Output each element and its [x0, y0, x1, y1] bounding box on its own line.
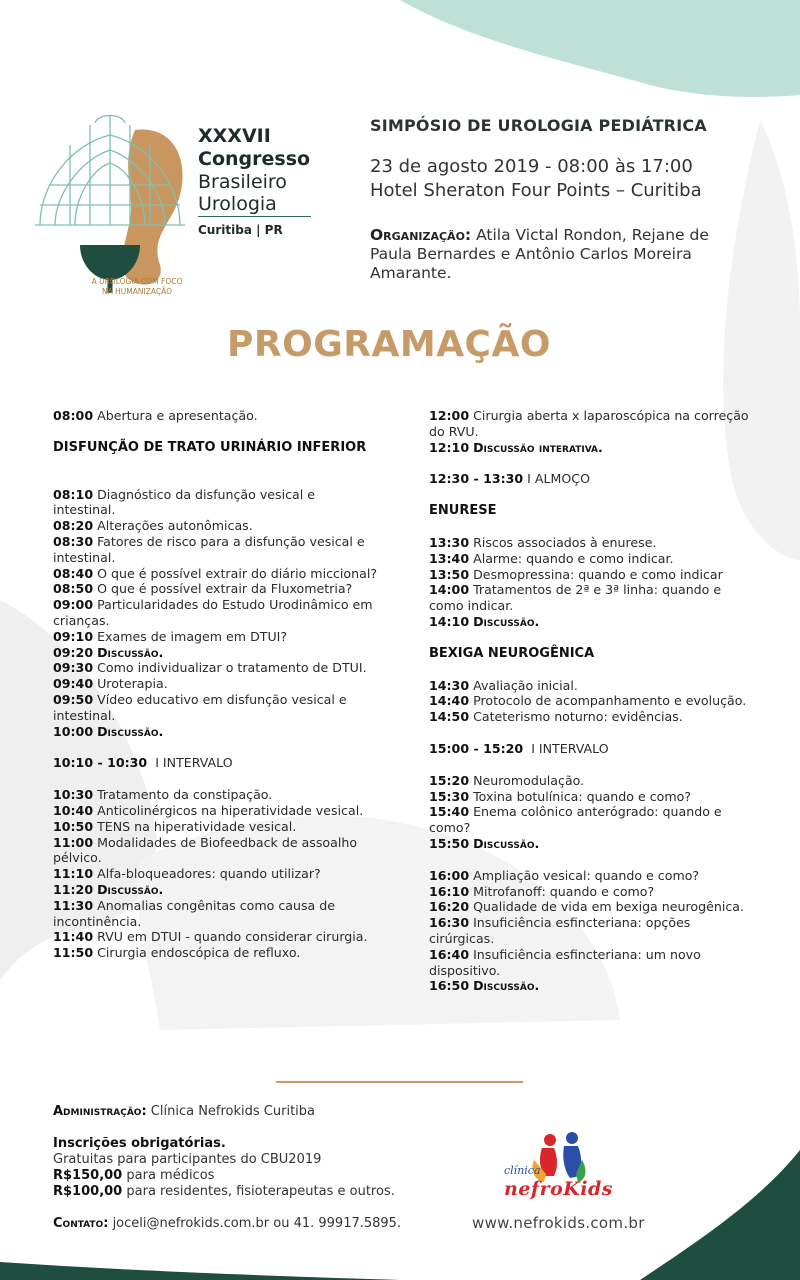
schedule-item	[429, 978, 759, 994]
item-time: 14:00	[429, 582, 470, 598]
break-text: I INTERVALO	[531, 740, 609, 756]
break-text: I INTERVALO	[155, 755, 233, 771]
item-time: 11:10	[53, 866, 94, 882]
gold-divider	[276, 1081, 523, 1083]
schedule-item	[429, 693, 759, 709]
schedule-item	[53, 597, 378, 629]
item-time: 08:50	[53, 581, 94, 597]
price-residents-text: para residentes, fisioterapeutas e outros.	[126, 1184, 395, 1199]
item-text: Como individualizar o tratamento de DTUI.	[97, 660, 367, 676]
schedule-item	[53, 803, 378, 819]
organization-label: Organização:	[370, 226, 472, 244]
footer-info	[53, 1104, 453, 1232]
item-time: 10:50	[53, 818, 94, 834]
nefrokids-url[interactable]: www.nefrokids.com.br	[472, 1214, 645, 1232]
symposium-title: SIMPÓSIO DE UROLOGIA PEDIÁTRICA	[370, 116, 707, 135]
item-text: Discussão.	[97, 644, 164, 660]
schedule-item	[53, 945, 378, 961]
item-text: Abertura e apresentação.	[97, 408, 258, 423]
item-text: TENS na hiperatividade vesical.	[97, 818, 297, 834]
item-text: Uroterapia.	[97, 676, 168, 692]
item-time: 15:50	[429, 835, 470, 851]
item-time: 11:20	[53, 881, 94, 897]
item-text: Cirurgia endoscópica de refluxo.	[97, 945, 301, 961]
item-text: Toxina botulínica: quando e como?	[473, 788, 692, 804]
schedule-item	[53, 660, 378, 676]
item-text: O que é possível extrair do diário miccional?	[97, 565, 378, 581]
schedule-left-column	[53, 408, 378, 961]
item-time: 09:00	[53, 597, 94, 613]
congress-logo	[30, 105, 330, 305]
schedule-item	[429, 709, 759, 725]
schedule-item	[429, 408, 759, 440]
break-time: 15:00 - 15:20	[429, 740, 524, 756]
item-time: 13:30	[429, 534, 470, 550]
lunch-text: I ALMOÇO	[527, 471, 591, 487]
item-text: Avaliação inicial.	[473, 677, 578, 693]
price-doctors-text: para médicos	[126, 1168, 215, 1183]
organization-names: Atila Victal Rondon, Rejane de Paula Bernardes e Antônio Carlos Moreira Amarante.	[370, 226, 709, 282]
bottom-left-green-shape	[0, 1262, 400, 1280]
schedule-item	[53, 518, 378, 534]
item-text: Cirurgia aberta x laparoscópica na correção do RVU.	[429, 408, 749, 439]
schedule-item	[53, 898, 378, 930]
item-time: 13:40	[429, 550, 470, 566]
item-time: 10:00	[53, 723, 94, 739]
logo-city: Curitiba | PR	[198, 223, 283, 237]
item-text: Discussão.	[473, 978, 540, 994]
item-text: Insuficiência esfincteriana: um novo dispositivo.	[429, 946, 701, 978]
contact-text[interactable]: joceli@nefrokids.com.br ou 41. 99917.5895.	[112, 1216, 402, 1231]
item-time: 16:50	[429, 978, 470, 994]
schedule-list-morning2	[53, 787, 378, 961]
item-text: Anomalias congênitas como causa de incontinência.	[53, 897, 335, 929]
schedule-list-afternoon2	[429, 868, 759, 994]
contact-line	[53, 1216, 453, 1232]
item-time: 09:40	[53, 676, 94, 692]
schedule-item	[53, 787, 378, 803]
nefrokids-name: nefroKids	[504, 1178, 613, 1200]
schedule-item	[429, 582, 759, 614]
item-text: Discussão.	[473, 613, 540, 629]
price-line-doctors	[53, 1168, 453, 1184]
item-text: Ampliação vesical: quando e como?	[473, 867, 700, 883]
item-time: 15:30	[429, 788, 470, 804]
item-text: Discussão interativa.	[473, 439, 603, 455]
logo-slogan-line2: NA HUMANIZAÇÃO	[102, 287, 172, 296]
botanical-garden-icon	[30, 105, 200, 305]
schedule-item	[429, 535, 759, 551]
admin-label: Administração:	[53, 1104, 147, 1119]
schedule-item	[53, 866, 378, 882]
lunch-item	[429, 471, 759, 487]
item-time: 09:30	[53, 660, 94, 676]
item-text: Diagnóstico da disfunção vesical e intestinal.	[53, 486, 315, 518]
item-text: Discussão.	[97, 881, 164, 897]
schedule-item	[53, 724, 378, 740]
schedule-item	[429, 678, 759, 694]
item-time: 14:30	[429, 677, 470, 693]
item-time: 16:20	[429, 899, 470, 915]
symposium-venue: Hotel Sheraton Four Points – Curitiba	[370, 180, 702, 201]
organization	[370, 226, 720, 283]
item-text: Cateterismo noturno: evidências.	[473, 709, 683, 725]
schedule-item	[53, 645, 378, 661]
logo-line2: Brasileiro	[198, 171, 287, 193]
item-time: 14:50	[429, 709, 470, 725]
item-time: 15:20	[429, 772, 470, 788]
schedule-item	[53, 629, 378, 645]
item-time: 11:40	[53, 929, 94, 945]
break-item-afternoon	[429, 741, 759, 757]
item-text: Exames de imagem em DTUI?	[97, 628, 288, 644]
item-time: 13:50	[429, 566, 470, 582]
item-time: 10:40	[53, 802, 94, 818]
item-text: Alterações autonômicas.	[97, 518, 253, 534]
schedule-item	[429, 567, 759, 583]
registration-title: Inscrições obrigatórias.	[53, 1136, 226, 1151]
logo-divider	[198, 216, 311, 217]
logo-line1: Congresso	[198, 148, 311, 170]
item-time: 16:40	[429, 946, 470, 962]
item-time: 08:00	[53, 408, 94, 423]
schedule-item	[429, 868, 759, 884]
admin-line	[53, 1104, 453, 1120]
item-time: 16:00	[429, 867, 470, 883]
item-time: 12:00	[429, 408, 470, 423]
item-time: 08:10	[53, 486, 94, 502]
item-time: 15:40	[429, 804, 470, 820]
schedule-item	[53, 882, 378, 898]
schedule-item	[429, 614, 759, 630]
schedule-list-dtui	[53, 487, 378, 740]
schedule-item	[429, 884, 759, 900]
item-time: 09:20	[53, 644, 94, 660]
schedule-right-column	[429, 408, 759, 994]
logo-slogan-line1: A UROLOGIA COM FOCO	[91, 277, 183, 286]
schedule-item	[429, 789, 759, 805]
item-time: 08:20	[53, 518, 94, 534]
schedule-item	[429, 773, 759, 789]
item-text: Fatores de risco para a disfunção vesical e intestinal.	[53, 533, 365, 565]
top-teal-shape	[400, 0, 800, 97]
schedule-item	[429, 551, 759, 567]
schedule-item	[429, 899, 759, 915]
admin-text: Clínica Nefrokids Curitiba	[150, 1104, 316, 1119]
item-time: 11:00	[53, 834, 94, 850]
item-text: Neuromodulação.	[473, 772, 585, 788]
item-text: Alarme: quando e como indicar.	[473, 550, 674, 566]
section-heading-bexiga: BEXIGA NEUROGÊNICA	[429, 645, 595, 661]
symposium-date: 23 de agosto 2019 - 08:00 às 17:00	[370, 156, 693, 177]
item-time: 11:50	[53, 945, 94, 961]
schedule-item	[53, 581, 378, 597]
item-text: Desmopressina: quando e como indicar	[473, 566, 723, 582]
bottom-right-green-shape	[640, 1150, 800, 1280]
item-text: Qualidade de vida em bexiga neurogênica.	[473, 899, 744, 915]
item-text: Modalidades de Biofeedback de assoalho pélvico.	[53, 834, 358, 866]
schedule-item	[53, 692, 378, 724]
schedule-item	[429, 836, 759, 852]
item-time: 08:40	[53, 565, 94, 581]
schedule-list-afternoon1	[429, 773, 759, 852]
break-item	[53, 755, 378, 771]
nefrokids-clinica: clínica	[504, 1164, 541, 1177]
logo-slogan	[82, 277, 192, 297]
schedule-list-bexiga	[429, 678, 759, 725]
item-text: RVU em DTUI - quando considerar cirurgia.	[97, 929, 368, 945]
schedule-item	[53, 835, 378, 867]
item-text: Anticolinérgicos na hiperatividade vesical.	[97, 802, 364, 818]
schedule-item	[429, 804, 759, 836]
item-text: Insuficiência esfincteriana: opções cirúrgicas.	[429, 915, 691, 946]
item-time: 12:10	[429, 439, 470, 455]
schedule-item	[53, 566, 378, 582]
section-heading-enurese: ENURESE	[429, 503, 497, 519]
item-text: Particularidades do Estudo Urodinâmico em crianças.	[53, 597, 373, 628]
item-time: 08:30	[53, 533, 94, 549]
item-time: 09:10	[53, 628, 94, 644]
item-time: 11:30	[53, 897, 94, 913]
break-time: 10:10 - 10:30	[53, 755, 148, 771]
logo-edition: XXXVII	[198, 125, 271, 147]
item-time: 09:50	[53, 691, 94, 707]
item-text: Vídeo educativo em disfunção vesical e intestinal.	[53, 691, 347, 723]
item-text: Discussão.	[97, 723, 164, 739]
item-time: 16:10	[429, 883, 470, 899]
schedule-item	[53, 487, 378, 519]
price-residents: R$100,00	[53, 1184, 123, 1199]
item-time: 14:10	[429, 613, 470, 629]
registration-free: Gratuitas para participantes do CBU2019	[53, 1152, 322, 1167]
item-text: Tratamentos de 2ª e 3ª linha: quando e como indicar.	[429, 582, 722, 614]
item-text: Mitrofanoff: quando e como?	[473, 883, 655, 899]
schedule-item	[53, 929, 378, 945]
item-time: 14:40	[429, 693, 470, 709]
schedule-item	[53, 819, 378, 835]
section-heading-dtui: DISFUNÇÃO DE TRATO URINÁRIO INFERIOR	[53, 439, 367, 455]
schedule-item	[429, 915, 759, 947]
schedule-list-enurese	[429, 535, 759, 630]
schedule-item	[429, 440, 759, 456]
item-text: O que é possível extrair da Fluxometria?	[97, 581, 353, 597]
program-title: PROGRAMAÇÃO	[227, 324, 551, 365]
item-text: Discussão.	[473, 835, 540, 851]
lunch-time: 12:30 - 13:30	[429, 471, 524, 487]
item-text: Tratamento da constipação.	[97, 787, 273, 803]
schedule-item	[53, 408, 378, 424]
price-doctors: R$150,00	[53, 1168, 123, 1183]
schedule-item	[53, 534, 378, 566]
price-line-residents	[53, 1184, 453, 1200]
schedule-item	[429, 947, 759, 979]
item-time: 10:30	[53, 787, 94, 803]
schedule-item	[53, 676, 378, 692]
item-text: Protocolo de acompanhamento e evolução.	[473, 693, 747, 709]
item-text: Enema colônico anterógrado: quando e como?	[429, 804, 722, 836]
item-time: 16:30	[429, 915, 470, 931]
logo-line3: Urologia	[198, 193, 277, 215]
item-text: Riscos associados à enurese.	[473, 534, 657, 550]
item-text: Alfa-bloqueadores: quando utilizar?	[97, 866, 321, 882]
schedule-list-noon	[429, 408, 759, 455]
nefrokids-logo	[490, 1130, 630, 1210]
contact-label: Contato:	[53, 1216, 109, 1231]
